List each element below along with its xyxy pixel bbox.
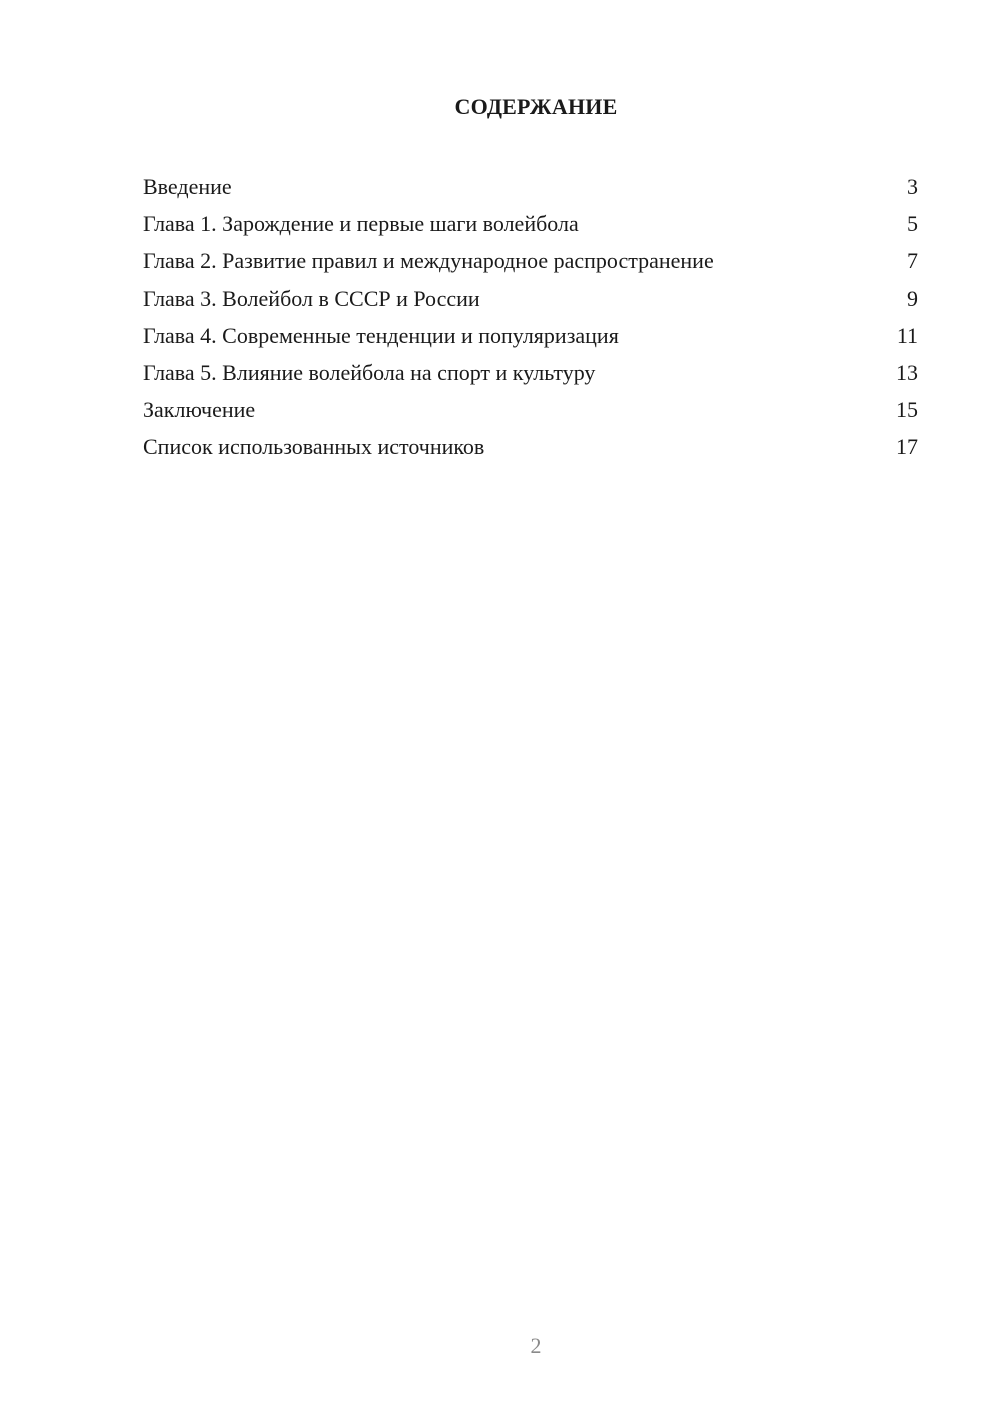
toc-entry-chapter-3 (143, 280, 918, 317)
toc-entry-page: 5 (907, 211, 918, 237)
toc-entry-page: 7 (907, 248, 918, 274)
toc-entry-references (143, 428, 918, 465)
toc-entry-page: 9 (907, 285, 918, 311)
toc-entry-label: Глава 1. Зарождение и первые шаги волейбола (143, 211, 579, 237)
page-number: 2 (530, 1333, 542, 1358)
toc-entry-label: Глава 4. Современные тенденции и популяризация (143, 322, 619, 348)
toc-entry-label: Глава 5. Влияние волейбола на спорт и культуру (143, 359, 596, 385)
toc-entry-page: 13 (896, 359, 918, 385)
toc-entry-label: Глава 2. Развитие правил и международное распространение (143, 248, 714, 274)
toc-entry-chapter-1 (143, 205, 918, 242)
toc-entry-chapter-2 (143, 242, 918, 279)
toc-entry-chapter-4 (143, 317, 918, 354)
toc-entry-conclusion (143, 391, 918, 428)
toc-entry-page: 15 (896, 397, 918, 423)
toc-entry-page: 17 (896, 434, 918, 460)
toc-entry-page: 11 (896, 322, 918, 348)
toc-entry-page: 3 (907, 174, 918, 199)
toc-entry-introduction (143, 168, 918, 205)
table-of-contents (143, 168, 918, 466)
toc-heading: СОДЕРЖАНИЕ (454, 94, 618, 119)
toc-entry-chapter-5 (143, 354, 918, 391)
toc-entry-label: Заключение (143, 397, 256, 423)
toc-entry-label: Глава 3. Волейбол в СССР и России (143, 285, 480, 311)
toc-entry-label: Введение (143, 174, 232, 199)
toc-entry-label: Список использованных источников (143, 434, 485, 460)
